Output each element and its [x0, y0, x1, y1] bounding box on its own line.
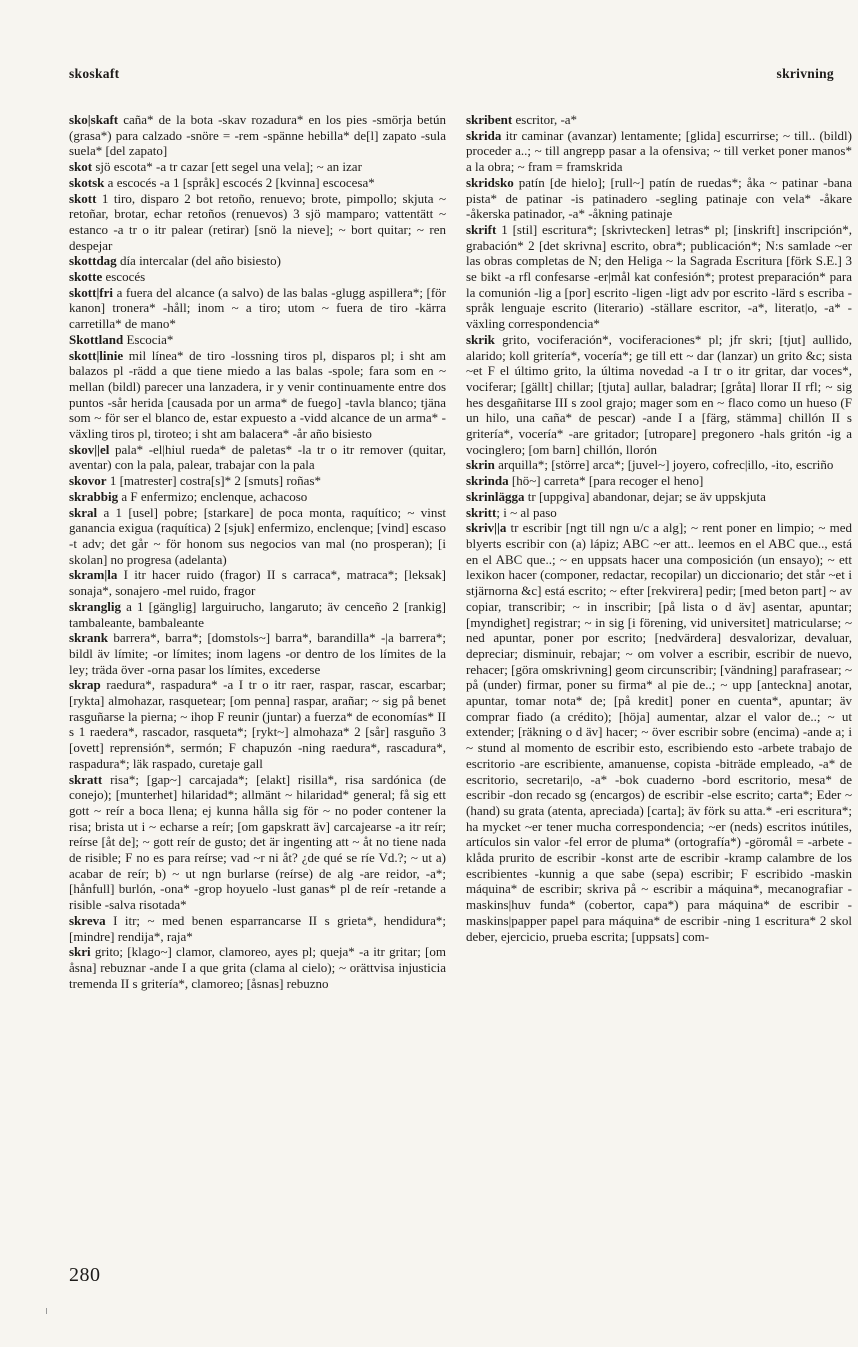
entry-definition: risa*; [gap~] carcajada*; [elakt] risilla*, risa sardónica (de conejo); [munterhet] hilaridad*; allmänt ~ hilaridad* general; få sig ett gott ~ reír a boca llena; ej kunna hålla sig för ~ no poder contener la risa; brista ut i ~ echarse a reír; [om gapskratt äv] carcajearse -a itr reír; reírse [åt de]; ~ gott reír de gusto; det är ingenting att ~ åt no tiene nada de risible; F no es para reírse; vad ~r ni åt? ¿de qué se ríe Vd.?; ~ ut a) acabar de reír; b) ~ ut ngn burlarse (reírse) de alg -are reidor, -a*; [hånfull] burlón, -ona* -grop hoyuelo -lust ganas* pl de reír -retande a risible -salva risotada* — [69, 771, 446, 913]
entry-headword: skott — [69, 190, 97, 206]
entry-headword: skrabbig — [69, 488, 119, 504]
entry-headword: skrift — [466, 221, 497, 237]
entry-definition: sjö escota* -a tr cazar [ett segel una vela]; ~ an izar — [92, 159, 362, 175]
entry-headword: skotsk — [69, 174, 105, 190]
running-head-right: skrivning — [776, 66, 834, 81]
entry-headword: skranglig — [69, 598, 122, 614]
entry-headword: skribent — [466, 112, 513, 127]
left-column — [69, 112, 446, 991]
dictionary-entry — [69, 473, 446, 489]
dictionary-entry — [466, 128, 852, 175]
page-number: 280 — [69, 1264, 101, 1286]
entry-headword: skott|linie — [69, 347, 124, 363]
dictionary-entry — [69, 505, 446, 568]
entry-headword: skot — [69, 159, 93, 175]
entry-definition: tr [uppgiva] abandonar, dejar; se äv uppskjuta — [524, 488, 766, 504]
right-column — [466, 112, 852, 944]
entry-headword: skram|la — [69, 567, 118, 583]
entry-headword: skriv||a — [466, 520, 507, 536]
entry-definition: patín [de hielo]; [rull~] patín de ruedas*; åka ~ patinar -bana pista* de patinar -is patinadero -segling patinaje con vela* -åkare -åkerska patinador, -a* -åkning patinaje — [466, 174, 852, 222]
entry-definition: caña* de la bota -skav rozadura* en los pies -smörja betún (grasa*) para calzado -snöre = -rem -spänne hebilla* de[l] zapato -sula suela* [del zapato] — [69, 112, 446, 159]
entry-definition: grito; [klago~] clamor, clamoreo, ayes pl; queja* -a itr gritar; [om åsna] rebuznar -ande I a que grita (clama al cielo); ~ orättvisa injusticia tremenda II s gritería*, clamoreo; [åsnas] rebuzno — [69, 944, 446, 991]
entry-headword: skritt — [466, 504, 497, 520]
entry-headword: skotte — [69, 269, 103, 285]
entry-definition: 1 [matrester] costra[s]* 2 [smuts] roñas* — [106, 473, 321, 489]
dictionary-entry — [69, 489, 446, 505]
dictionary-entry — [69, 175, 446, 191]
dictionary-entry — [69, 332, 446, 348]
entry-definition: a escocés -a 1 [språk] escocés 2 [kvinna] escocesa* — [104, 174, 375, 190]
dictionary-entry — [69, 269, 446, 285]
entry-definition: mil línea* de tiro -lossning tiros pl, disparos pl; i sht am balazos pl -rädd a que tiene miedo a las balas -spole; fara som en ~ mellan (bildl) parecer una lanzadera, ir y venir continuamente entre dos puntos -sår herida [causada por un arma* de fuego] -tavla blanco; tjäna som ~ för ser el blanco de, estar expuesto a -vidd alcance de un arma* -växling tiros pl, tiroteo; i sht am balacera* -år año bisiesto — [69, 347, 446, 442]
entry-definition: itr caminar (avanzar) lentamente; [glida] escurrirse; ~ till.. (bildl) proceder a..; ~ till angrepp pasar a la ofensiva; ~ till verket poner manos* a la obra; ~ fram = framskrida — [466, 127, 852, 175]
entry-definition: I itr; ~ med benen esparrancarse II s grieta*, hendidura*; [mindre] rendija*, raja* — [69, 912, 446, 944]
entry-definition: I itr hacer ruido (fragor) II s carraca*, matraca*; [leksak] sonaja*, sonajero -mel ruido, fragor — [69, 567, 446, 599]
entry-headword: skrank — [69, 630, 109, 646]
entry-headword: skratt — [69, 771, 103, 787]
entry-definition: raedura*, raspadura* -a I tr o itr raer, raspar, rascar, escarbar; [rykta] almohazar, rasquetear; [om penna] raspar, arañar; ~ sig på benet rasguñarse la pierna; ~ ihop F reunir (juntar) a fuerza* de economías* II s 1 raedera*, rascador, rasqueta*; [rykt~] almohaza* 2 [sår] rasguño 3 [ovett] reprensión*, sermón; F chapuzón -ning raedura*, rascadura*, raspadura*; läk raspado, curetaje gall — [69, 677, 446, 771]
entry-definition: escocés — [102, 269, 146, 285]
entry-definition: día intercalar (del año bisiesto) — [116, 253, 281, 269]
entry-headword: skrin — [466, 457, 495, 473]
entry-definition: Escocia* — [123, 331, 174, 347]
dictionary-entry — [466, 520, 852, 944]
dictionary-entry — [69, 112, 446, 159]
entry-definition: ; i ~ al paso — [496, 504, 557, 520]
entry-headword: skrik — [466, 331, 495, 347]
dictionary-entry — [69, 159, 446, 175]
entry-definition: pala* -el|hiul rueda* de paletas* -la tr o itr remover (quitar, aventar) con la pala, palear, trabajar con la pala — [69, 441, 446, 473]
entry-headword: skrida — [466, 127, 502, 143]
entry-definition: grito, vociferación*, vociferaciones* pl; jfr skri; [tjut] aullido, alarido; koll gritería*, vocería*; ge till ett ~ dar (lanzar) un grito &c; sista ~et F el último grito, la última novedad -a I tr o itr gritar, dar voces*, vociferar; [gällt] chillar; [tjuta] aullar, baladrar; [gråta] llorar II rfl; ~ sig hes desgañitarse III s zool grajo; mager som en ~ flaco como un hueso (F un hilo, una caña* de pescar) -ande I a [färg, stämma] chillón II s gritería*, vocería* -are gritador; [utropare] pregonero -hals gritón -ig a vocinglero; [om barn] chillón, llorón — [466, 331, 852, 457]
dictionary-entry — [466, 332, 852, 458]
entry-definition: a 1 [usel] pobre; [starkare] de poca monta, raquítico; ~ vinst ganancia exigua (raquítica) 2 [sjuk] enfermizo, enclenque; [vind] escaso -t adv; det går ~ för honom sus negocios van mal (no prosperan); [i skolan] no progresa (adelanta) — [69, 504, 446, 567]
entry-definition: a F enfermizo; enclenque, achacoso — [118, 488, 308, 504]
entry-headword: Skottland — [69, 331, 124, 347]
running-head-left: skoskaft — [69, 66, 120, 81]
dictionary-entry — [69, 630, 446, 677]
entry-definition: arquilla*; [större] arca*; [juvel~] joyero, cofrec|illo, -ito, escriño — [494, 457, 834, 473]
dictionary-entry — [69, 772, 446, 913]
dictionary-entry — [69, 285, 446, 332]
dictionary-entry — [69, 599, 446, 630]
dictionary-entry — [466, 222, 852, 332]
dictionary-entry — [466, 489, 852, 505]
dictionary-entry — [466, 175, 852, 222]
dictionary-entry — [69, 944, 446, 991]
dictionary-entry — [69, 677, 446, 771]
entry-definition: 1 tiro, disparo 2 bot retoño, renuevo; brote, pimpollo; skjuta ~ retoñar, brotar, echar retoños (renuevos) 3 sjö mamparo; vattentätt ~ estanco -a tr o itr palear (retirar) [snö la nieve]; ~ bort quitar; ~ ren despejar — [69, 190, 446, 253]
entry-definition: a 1 [gänglig] larguirucho, langaruto; äv cenceño 2 [rankig] tambaleante, bambaleante — [69, 598, 446, 630]
dictionary-entry — [69, 442, 446, 473]
entry-headword: skridsko — [466, 174, 514, 190]
entry-definition: 1 [stil] escritura*; [skrivtecken] letras* pl; [inskrift] inscripción*, grabación* 2 [det skrivna] escrito, obra*; publicación*; N:s samlade ~er las obras completas de N; den Heliga ~ la Sagrada Escritura [förk S.E.] 3 se bikt -a rfl confesarse -er|mål kat confesión*; protest preparación* para la comunión -lig a [por] escrito -ligen -ligt adv por escrito -lärd s escriba -språk lenguaje escrito (literario) -ställare escritor, -a*, literat|o, -a* -växling correspondencia* — [466, 221, 852, 332]
entry-headword: sko|skaft — [69, 112, 119, 127]
dictionary-entry — [69, 253, 446, 269]
dictionary-entry — [466, 112, 852, 128]
dictionary-entry — [69, 191, 446, 254]
dictionary-entry — [69, 913, 446, 944]
margin-mark — [46, 1308, 47, 1314]
entry-headword: skov||el — [69, 441, 110, 457]
dictionary-entry — [69, 567, 446, 598]
entry-headword: skrap — [69, 677, 101, 693]
entry-headword: skottdag — [69, 253, 117, 269]
entry-headword: skreva — [69, 912, 106, 928]
entry-headword: skri — [69, 944, 91, 960]
dictionary-entry — [466, 473, 852, 489]
dictionary-entry — [466, 457, 852, 473]
entry-headword: skral — [69, 504, 98, 520]
entry-definition: [hö~] carreta* [para recoger el heno] — [508, 473, 704, 489]
entry-definition: escritor, -a* — [512, 112, 578, 127]
entry-headword: skrinlägga — [466, 488, 525, 504]
entry-headword: skovor — [69, 473, 107, 489]
entry-definition: tr escribir [ngt till ngn u/c a alg]; ~ rent poner en limpio; ~ med blyerts escribir con (a) lápiz; ABC ~er att.. leemos en el ABC que.., está en el ABC que..; ~ en uppsats hacer una composición (un ensayo); ~ ett lexikon hacer (componer, redactar, recopilar) un diccionario; det står ~et i stjärnorna &c] está escrito; ~ efter [rekvirera] pedir; [med beton part] ~ av copiar, transcribir; ~ in inscribir; [på lista o d äv] asentar, apuntar; [myndighet] registrar; ~ in sig [i förening, vid universitet] matricularse; ~ ned apuntar, poner por escrito; [nedvärdera] desvalorizar, devaluar, depreciar; disminuir, rebajar; ~ om volver a escribir, escribir de nuevo, rehacer; [göra omskrivning] geom circunscribir; [vändning] parafrasear; ~ på (under) firmar, poner su firma* al pie de..; ~ upp [anteckna] anotar, apuntar, tomar nota* de; [på kredit] poner en cuenta*, apuntar; äv comprar fiado (a crédito); [höja] aumentar, alzar el valor de..; ~ ut extender; [räkning o d äv] hacer; ~ över escribir sobre (encima) -ande a; i ~ stund al momento de escribir esto, escribiendo esto -arbete trabajo de escritorio -are escribiente, amanuense, copista -biträde empleado, -a* de escritorio, secretari|o, -a* -bok cuaderno -bord escritorio, mesa* de escribir -don recado sg (encargos) de escribir -else escrito; carta*; Eder ~ (hand) su grata (atenta, apreciada) [carta]; äv förk su atta.* -eri escritura*; ha mycket ~er tener mucha correspondencia; ~er (neds) escritos inútiles, artículos sin valor -fel error de pluma* (ortografía*) -göromål = -arbete -klåda prurito de escribir -konst arte de escribir -kramp calambre de los escribientes -kunnig a que sabe (sepa) escribir; F escribido -maskin máquina* de escribir; skriva på ~ escribir a máquina*, mecanografiar -maskins|huv funda* (cobertor, capa*) para máquina* de escribir -maskins|papper papel para máquina* de escribir -ning 1 escritura* 2 skol deber, ejercicio, prueba escrita; [uppsats] com- — [466, 520, 852, 944]
entry-headword: skrinda — [466, 473, 509, 489]
entry-headword: skott|fri — [69, 284, 114, 300]
dictionary-entry — [466, 505, 852, 521]
dictionary-entry — [69, 348, 446, 442]
entry-definition: a fuera del alcance (a salvo) de las balas -glugg aspillera*; [för kanon] tronera* -håll; inom ~ a tiro; utom ~ fuera de tiro -kärra carretilla* de mano* — [69, 284, 446, 332]
entry-definition: barrera*, barra*; [domstols~] barra*, barandilla* -|a barrera*; bildl äv límite; -or límites; inom lagens -or dentro de los límites de la ley; träda över -orna pasar los límites, excederse — [69, 630, 446, 677]
